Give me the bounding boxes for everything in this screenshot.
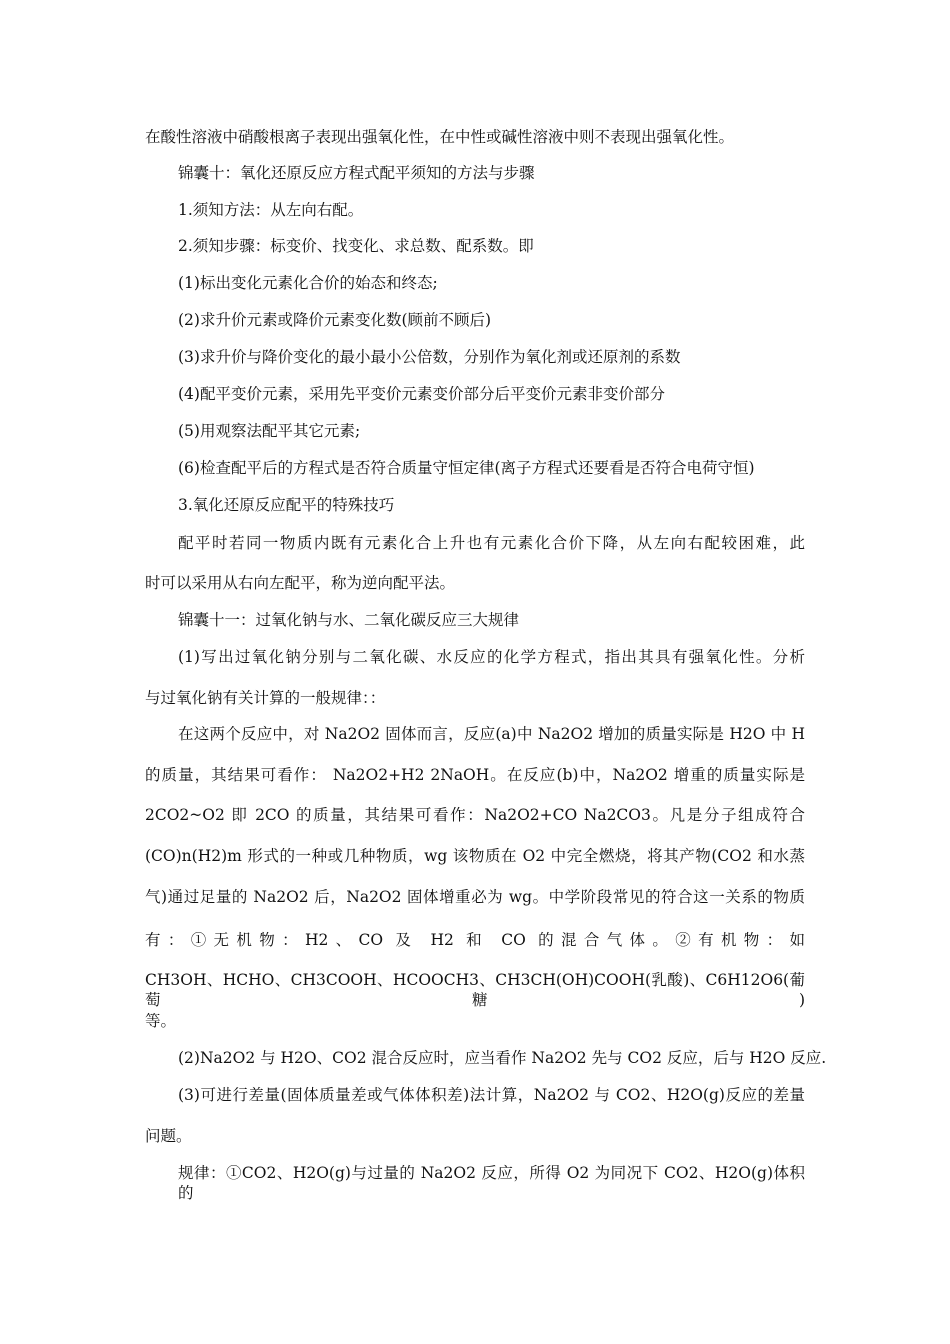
text-line: 的质量，其结果可看作： Na2O2+H2 2NaOH。在反应(b)中，Na2O2 增重的质量实际是 — [145, 766, 805, 784]
text-line: CH3OH、HCHO、CH3COOH、HCOOCH3、CH3CH(OH)COOH(乳酸)、C6H12O6(葡萄糖) — [145, 971, 805, 1009]
text-line: 问题。 — [145, 1127, 192, 1145]
section-heading: 锦囊十一：过氧化钠与水、二氧化碳反应三大规律 — [178, 611, 520, 629]
text-line: (3)可进行差量(固体质量差或气体体积差)法计算，Na2O2 与 CO2、H2O(g)反应的差量 — [178, 1086, 805, 1104]
text-line: 在这两个反应中，对 Na2O2 固体而言，反应(a)中 Na2O2 增加的质量实际是 H2O 中 H — [178, 725, 805, 743]
text-line: 3.氧化还原反应配平的特殊技巧 — [178, 496, 395, 514]
text-line: (5)用观察法配平其它元素; — [178, 422, 361, 440]
text-line: 2CO2~O2 即 2CO 的质量，其结果可看作：Na2O2+CO Na2CO3。凡是分子组成符合 — [145, 806, 805, 824]
text-line: (1)标出变化元素化合价的始态和终态; — [178, 274, 438, 292]
text-line: 时可以采用从右向左配平，称为逆向配平法。 — [145, 574, 456, 592]
text-line: 与过氧化钠有关计算的一般规律：： — [145, 689, 386, 707]
text-line: (3)求升价与降价变化的最小最小公倍数，分别作为氧化剂或还原剂的系数 — [178, 348, 681, 366]
text-line: 规律：①CO2、H2O(g)与过量的 Na2O2 反应，所得 O2 为同况下 CO2、H2O(g)体积的 — [178, 1164, 805, 1202]
text-line: (6)检查配平后的方程式是否符合质量守恒定律(离子方程式还要看是否符合电荷守恒) — [178, 459, 755, 477]
section-heading: 锦囊十：氧化还原反应方程式配平须知的方法与步骤 — [178, 164, 535, 182]
text-line: (2)求升价元素或降价元素变化数(顾前不顾后) — [178, 311, 492, 329]
text-line: (4)配平变价元素，采用先平变价元素变价部分后平变价元素非变价部分 — [178, 385, 665, 403]
text-line: 在酸性溶液中硝酸根离子表现出强氧化性，在中性或碱性溶液中则不表现出强氧化性。 — [145, 128, 735, 146]
text-line: (2)Na2O2 与 H2O、CO2 混合反应时，应当看作 Na2O2 先与 CO2 反应，后与 H2O 反应. — [178, 1049, 827, 1067]
text-line: 有：①无机物：H2、CO 及 H2 和 CO 的混合气体。②有机物：如 — [145, 931, 805, 949]
text-line: 气)通过足量的 Na2O2 后，Na2O2 固体增重必为 wg。中学阶段常见的符合这一关系的物质 — [145, 888, 805, 906]
text-line: 1.须知方法：从左向右配。 — [178, 201, 364, 219]
text-line: 2.须知步骤：标变价、找变化、求总数、配系数。即 — [178, 237, 534, 255]
text-line: (CO)n(H2)m 形式的一种或几种物质，wg 该物质在 O2 中完全燃烧，将其产物(CO2 和水蒸 — [145, 847, 805, 865]
text-line: (1)写出过氧化钠分别与二氧化碳、水反应的化学方程式，指出其具有强氧化性。分析 — [178, 648, 805, 666]
text-line: 等。 — [145, 1012, 177, 1030]
text-line: 配平时若同一物质内既有元素化合上升也有元素化合价下降，从左向右配较困难，此 — [178, 534, 805, 552]
